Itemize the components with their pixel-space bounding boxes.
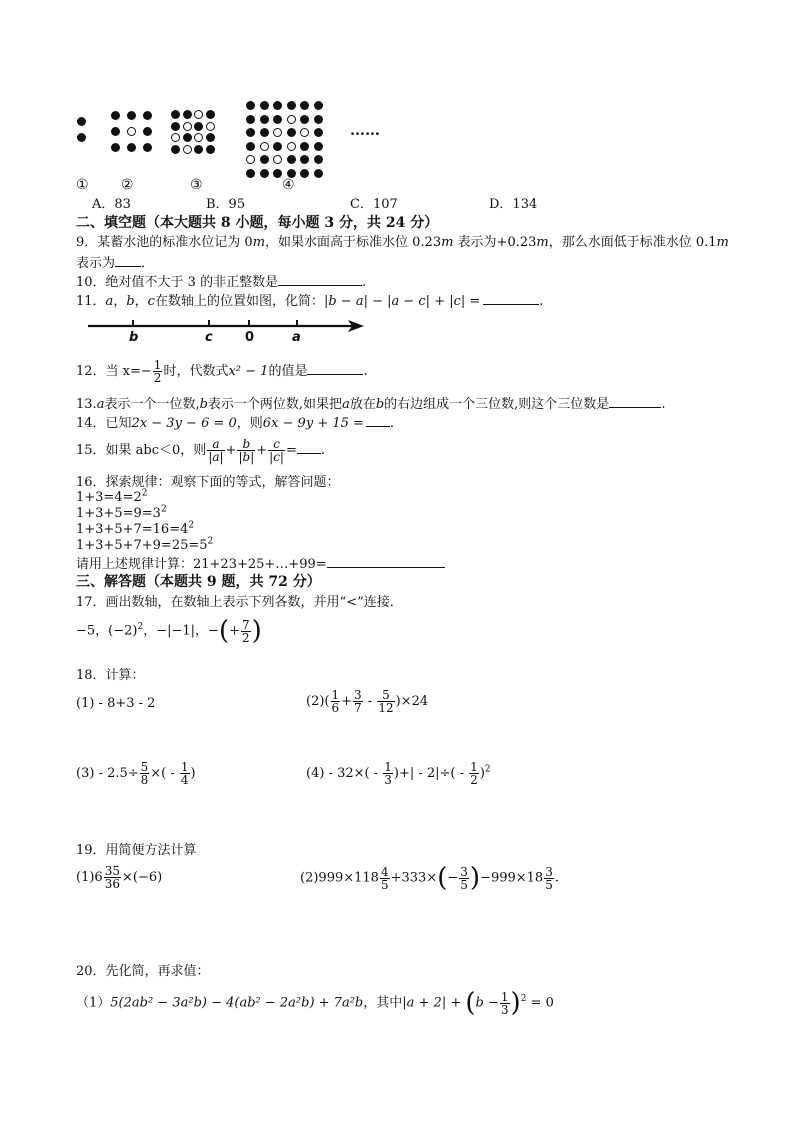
q15-prefix: 15．如果 abc＜0，则 [76,443,207,458]
q16-line-3-text: 1+3+5+7=16=4 [76,522,189,537]
q12-end: . [363,364,368,379]
q17-den: 2 [242,630,250,645]
filled-dot [314,142,323,151]
q11-expr: |b − a| − |a − c| + |c| = [323,294,481,309]
open-dot [287,142,296,151]
q14-prefix: 14．已知 [76,416,132,431]
q19-p2-c-frac [544,866,554,891]
q16-ask-text: 请用上述规律计算：21+23+25+…+99= [76,557,327,572]
q15-frac-c [268,438,285,463]
numberline-label-a: a [292,330,301,345]
q13-a2: a [342,397,350,412]
q20-den: 3 [500,1002,509,1017]
filled-dot [273,101,282,110]
q15-end: . [320,443,326,458]
filled-dot [314,169,323,178]
q18-p3-mid: ×( - [150,766,179,781]
q14-eq2: 6x − 9y + 15 = [262,416,364,431]
q13-a1: a [96,397,105,412]
q19-p2-c-den: 5 [545,877,553,892]
q15-frac-b-den: |b| [238,450,255,464]
q15-frac-b [237,438,255,463]
filled-dot [246,128,255,137]
q16-line-1-exp: 2 [141,488,148,499]
q15-plus-1: + [225,443,237,458]
q11-sep-1: ， [113,294,127,309]
q13-b1: b [199,397,208,412]
q18-p4-f1 [383,761,393,786]
q20-cond1: |a + 2| + [402,995,466,1011]
q20-tail: = 0 [526,995,554,1011]
filled-dot [260,115,269,124]
q11-var-b: b [126,294,135,309]
q13 [76,395,665,413]
filled-dot [246,169,255,178]
q19-p2-b: +333× [390,870,438,886]
q12-prefix: 12．当 x=− [76,364,152,379]
q19-p1-num: 35 [104,864,120,878]
figure-ellipsis: …… [350,121,380,139]
filled-dot [171,145,180,154]
q18-p4-f1-num: 1 [384,760,392,774]
section-2-title: 二、填空题（本大题共 8 小题，每小题 3 分，共 24 分） [76,215,439,231]
q11-mid: 在数轴上的位置如图，化简： [154,294,324,309]
q13-end: . [661,397,666,412]
filled-dot [111,127,120,136]
option-b: B．95 [206,197,246,212]
q19-p2-a: 999×118 [318,870,379,886]
q12 [76,358,368,386]
q16-line-1-text: 1+3=4=2 [76,490,142,505]
q18-part3 [76,758,196,790]
q18-p3-f2-num: 1 [180,760,189,774]
open-dot [183,122,192,131]
open-dot [171,133,180,142]
q12-fraction [153,359,163,384]
q16-line-4-text: 1+3+5+7+9=25=5 [76,538,208,553]
numberline-label-b: b [129,330,139,345]
q19-p2-b-frac [459,866,469,891]
q19-p2-paren-open: ( [437,863,448,893]
q19-title: 19．用简便方法计算 [76,843,197,858]
q9-text-b: ，如果水面高于标准水位 0.23 [265,235,442,250]
figure-label-4: ④ [282,177,295,193]
filled-dot [171,122,180,131]
q19-p2-a-den: 5 [380,877,389,892]
q17-paren-close: ) [251,616,262,646]
q16-line-2-text: 1+3+5=9=3 [76,506,161,521]
filled-dot [314,128,323,137]
q15-frac-a-den: |a| [208,450,224,464]
q15-frac-c-num: c [268,438,285,451]
q18-p3-f2-den: 4 [180,773,189,787]
q16-line-3 [76,522,194,538]
q18-p2-f1 [331,689,341,714]
option-c: C．107 [350,197,398,212]
q16-line-3-exp: 2 [188,520,195,531]
q18-p2-f3 [377,689,394,714]
q14-mid: ，则 [236,416,263,431]
q17-n2: (−2) [108,623,138,639]
filled-dot [206,133,215,142]
q17-plus: + [229,623,241,639]
q16-line-1 [76,490,148,506]
q18-p3-post: ) [190,766,196,781]
q17-n3: ，−|−1|， [143,623,209,639]
q18-p2-pre: (2)( [306,694,330,709]
filled-dot [246,101,255,110]
q19-p1-frac [104,865,121,890]
q19-p2-pre: (2) [300,870,319,886]
filled-dot [287,128,296,137]
q17-numbers [76,615,262,648]
dot-pattern-figure [0,0,794,200]
q20-sq: 2 [520,994,527,1005]
q18-p2-minus: - [363,694,377,709]
open-dot [260,142,269,151]
q10-end: . [362,275,367,290]
q9-end: ． [141,256,155,271]
q19-p2-b-den: 5 [460,877,468,892]
q18-part2 [306,686,428,718]
q18-p3-f2 [180,761,190,786]
q18-part1: (1) - 8+3 - 2 [76,696,156,711]
q18-p2-f1-num: 1 [331,688,340,702]
filled-dot [111,143,120,152]
q19-p1-pre: (1) [76,870,95,885]
number-line [86,312,366,352]
filled-dot [314,101,323,110]
q9-line1 [76,235,729,251]
q13-t2: 表示一个两位数,如果把 [207,397,343,412]
q11 [76,292,543,310]
q9-line2 [76,254,154,272]
q14 [76,414,394,432]
open-dot [194,110,203,119]
q17-text: 17．画出数轴，在数轴上表示下列各数，并用“<”连接． [76,595,403,610]
q9-text-a: 9．某蓄水池的标准水位记为 0 [76,235,253,250]
q11-answer-blank[interactable] [483,292,539,305]
filled-dot [194,122,203,131]
q19-p2-end: . [554,870,559,886]
filled-dot [260,155,269,164]
filled-dot [246,115,255,124]
filled-dot [183,110,192,119]
q16-line-4 [76,538,213,554]
numberline-label-0: 0 [245,330,255,345]
open-dot [194,133,203,142]
option-d: D．134 [489,197,538,212]
q18-p4-f2-den: 2 [470,773,478,787]
option-a: A．83 [92,197,131,212]
q12-answer-blank[interactable] [307,362,363,375]
q12-mid: 时，代数式 [163,364,229,379]
q16-ask [76,555,445,573]
q20-cond2: b − [475,995,499,1011]
q15-frac-a-num: a [207,438,224,451]
filled-dot [287,155,296,164]
q18-p4-post: ) [479,766,485,781]
q16-line-2-exp: 2 [160,504,167,515]
q17-num: 7 [242,617,250,632]
q18-p4-f2-num: 1 [470,760,478,774]
section-3-title: 三、解答题（本题共 9 题，共 72 分） [76,574,321,590]
open-dot [183,145,192,154]
filled-dot [143,111,152,120]
numberline-label-c: c [205,330,213,345]
q19-p2-a-frac [380,866,390,891]
q20-mid: ，其中 [363,995,403,1011]
q15-frac-a [207,438,224,463]
filled-dot [171,110,180,119]
q13-t3: 放在 [349,397,376,412]
q18-p2-f2-den: 7 [354,701,362,715]
q15-frac-b-num: b [237,438,255,451]
filled-dot [127,143,136,152]
q14-eq1: 2x − 3y − 6 = 0 [131,416,237,431]
q16-title: 16．探索规律：观察下面的等式，解答问题： [76,475,340,490]
filled-dot [273,115,282,124]
q12-suffix: 的值是 [268,364,308,379]
q11-var-c: c [147,294,155,309]
q11-end: . [539,294,544,309]
q20-pre: （1） [76,995,111,1011]
q11-sep-2: ， [134,294,148,309]
filled-dot [287,101,296,110]
q14-answer-blank[interactable] [366,414,390,427]
filled-dot [273,169,282,178]
q18-p4-f2 [469,761,479,786]
q18-p3-f1-num: 5 [140,760,149,774]
q15-eq: = [285,443,297,458]
filled-dot [111,111,120,120]
q13-t1: 表示一个一位数, [104,397,200,412]
filled-dot [77,133,86,142]
q19-part2 [300,862,559,895]
q18-p2-f3-den: 12 [378,701,394,715]
filled-dot [260,128,269,137]
q18-p2-plus: + [341,694,353,709]
q15-answer-blank[interactable] [297,441,321,454]
q16-line-4-exp: 2 [207,536,214,547]
filled-dot [127,111,136,120]
q9-unit-4: m [716,235,729,250]
q10-answer-blank[interactable] [278,273,362,286]
q11-var-a: a [105,294,114,309]
q19-p2-paren-close: ) [469,863,481,893]
q9-unit-2: m [441,235,454,250]
q18-p3-pre: (3) - 2.5÷ [76,766,139,781]
q16-line-2 [76,506,167,522]
open-dot [287,115,296,124]
filled-dot [143,127,152,136]
q18-p2-f2-num: 3 [354,688,362,702]
q15-plus-2: + [256,443,268,458]
q10-text: 10．绝对值不大于 3 的非正整数是 [76,275,279,290]
filled-dot [300,169,309,178]
q16-answer-blank[interactable] [327,555,445,568]
q15 [76,434,325,468]
q12-expr: x² − 1 [228,364,269,379]
q18-p4-mid: )+| - 2|÷( - [393,766,469,781]
filled-dot [246,142,255,151]
filled-dot [314,115,323,124]
open-dot [273,128,282,137]
q19-p2-c: −999×18 [480,870,544,886]
q17-fraction [241,619,251,644]
q18-p3-f1 [140,761,150,786]
filled-dot [260,101,269,110]
q20-paren-close: ) [510,988,521,1018]
q18-p4-f1-den: 3 [384,773,392,787]
q19-p2-c-num: 3 [545,864,553,879]
open-dot [300,128,309,137]
q18-title: 18．计算： [76,668,145,683]
filled-dot [300,155,309,164]
q18-part4 [306,758,491,790]
q18-p4-pre: (4) - 32×( - [306,766,383,781]
q17-sq: 2 [137,622,144,633]
q18-p2-f1-den: 6 [331,701,340,715]
q17-n1: −5， [76,623,109,639]
q19-p1-whole: 6 [94,870,103,885]
q9-unit-1: m [252,235,266,250]
q18-p2-f3-num: 5 [377,689,394,702]
open-dot [273,155,282,164]
q9-unit-3: m [536,235,549,250]
figure-label-3: ③ [190,177,203,193]
filled-dot [143,143,152,152]
q17-paren-open: ( [218,616,230,646]
filled-dot [183,133,192,142]
q9-line2-text: 表示为 [76,256,116,271]
filled-dot [300,101,309,110]
filled-dot [273,142,282,151]
q20-num: 1 [500,989,509,1004]
open-dot [127,127,136,136]
figure-label-2: ② [121,177,134,193]
q13-answer-blank[interactable] [609,395,661,408]
q14-end: . [389,416,395,431]
q20-frac [500,991,510,1016]
q19-part1 [76,862,162,894]
q18-p2-f2 [353,689,363,714]
q13-prefix: 13. [76,397,97,412]
q12-den: 2 [153,371,162,385]
q19-p1-post: ×(−6) [121,870,163,885]
open-dot [246,155,255,164]
filled-dot [300,115,309,124]
q19-p2-b-minus: − [447,870,459,886]
q17-n4: − [208,623,219,639]
figure-label-1: ① [76,177,89,193]
q9-answer-blank[interactable] [115,254,141,267]
filled-dot [206,110,215,119]
filled-dot [300,142,309,151]
filled-dot [260,169,269,178]
q9-text-d: ，那么水面低于标准水位 0.1 [548,235,717,250]
filled-dot [194,145,203,154]
q13-t4: 的右边组成一个三位数,则这个三位数是 [384,397,610,412]
q20-title: 20．先化简，再求值： [76,964,210,979]
q18-p3-f1-den: 8 [140,773,149,787]
filled-dot [77,117,86,126]
q20-paren-open: ( [465,988,476,1018]
filled-dot [206,145,215,154]
filled-dot [314,155,323,164]
q18-p4-sq: 2 [484,764,491,775]
q15-frac-c-den: |c| [269,450,284,464]
open-dot [206,122,215,131]
q9-text-c: 表示为+0.23 [453,235,537,250]
q19-p2-a-num: 4 [380,864,389,879]
q18-p2-post: )×24 [395,694,429,709]
q12-num: 1 [153,358,162,372]
q19-p1-den: 36 [104,877,120,891]
q20-part1 [76,986,554,1021]
q11-prefix: 11． [76,294,106,309]
q13-b2: b [375,397,385,412]
q10 [76,273,366,291]
q19-p2-b-num: 3 [460,864,468,879]
q20-expr: 5(2ab² − 3a²b) − 4(ab² − 2a²b) + 7a²b [110,995,364,1011]
